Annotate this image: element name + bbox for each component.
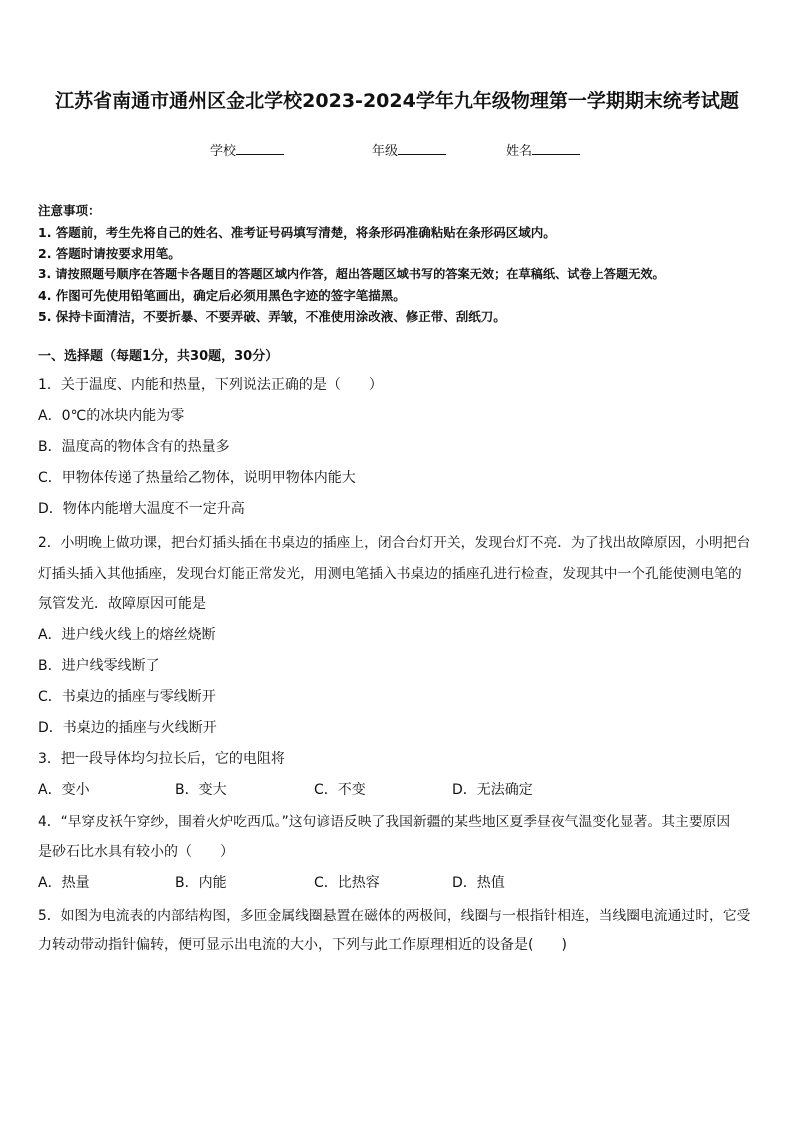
question-3-option-d: D．无法确定: [452, 782, 533, 798]
notice-item: 3. 请按照题号顺序在答题卡各题目的答题区域内作答，超出答题区域书写的答案无效；在草稿纸、试卷上答题无效。: [38, 267, 665, 281]
question-2-stem-line-3: 氖管发光．故障原因可能是: [38, 596, 206, 612]
grade-field: [372, 140, 446, 159]
question-3-options: [38, 779, 738, 799]
question-1-option-a: A．0℃的冰块内能为零: [38, 408, 185, 424]
question-3-option-a: A．变小: [38, 782, 90, 798]
question-3-stem: 3．把一段导体均匀拉长后，它的电阻将: [38, 751, 285, 767]
question-1-option-d: D．物体内能增大温度不一定升高: [38, 501, 245, 517]
question-2-option-c: C．书桌边的插座与零线断开: [38, 689, 216, 705]
notice-item: 1. 答题前，考生先将自己的姓名、准考证号码填写清楚，将条形码准确粘贴在条形码区域内。: [38, 225, 556, 240]
question-1-stem: 1．关于温度、内能和热量，下列说法正确的是（ ）: [38, 377, 383, 393]
question-3-option-c: C．不变: [314, 782, 366, 798]
notice-item: 5. 保持卡面清洁，不要折暴、不要弄破、弄皱，不准使用涂改液、修正带、刮纸刀。: [38, 309, 506, 324]
question-1-option-b: B．温度高的物体含有的热量多: [38, 439, 230, 455]
question-4-stem-line-1: 4．“早穿皮袄午穿纱，围着火炉吃西瓜。”这句谚语反映了我国新疆的某些地区夏季昼夜气温变化显著。其主要原因: [38, 814, 731, 830]
question-4-option-c: C．比热容: [314, 875, 380, 891]
section-heading: 一、选择题（每题1分，共30题，30分）: [38, 349, 279, 364]
name-blank: [532, 142, 580, 155]
question-4-stem-line-2: 是砂石比水具有较小的（ ）: [38, 844, 234, 860]
grade-blank: [398, 142, 446, 155]
question-5-stem-line-2: 力转动带动指针偏转，便可显示出电流的大小，下列与此工作原理相近的设备是( ): [38, 937, 567, 953]
question-1-option-c: C．甲物体传递了热量给乙物体，说明甲物体内能大: [38, 470, 356, 486]
notice-item: 4. 作图可先使用铅笔画出，确定后必须用黑色字迹的签字笔描黑。: [38, 288, 406, 303]
question-4-option-a: A．热量: [38, 875, 90, 891]
school-blank: [236, 142, 284, 155]
question-4-option-b: B．内能: [175, 875, 227, 891]
school-label: 学校: [210, 144, 237, 159]
notice-list: [38, 222, 768, 327]
question-2-option-d: D．书桌边的插座与火线断开: [38, 720, 217, 736]
notice-item: 2. 答题时请按要求用笔。: [38, 246, 181, 261]
question-2-option-b: B．进户线零线断了: [38, 658, 160, 674]
question-2-option-a: A．进户线火线上的熔丝烧断: [38, 627, 216, 643]
question-3-option-b: B．变大: [175, 782, 227, 798]
page-title: 江苏省南通市通州区金北学校2023-2024学年九年级物理第一学期期末统考试题: [55, 90, 739, 112]
question-4-options: [38, 872, 738, 892]
school-field: [210, 140, 284, 159]
question-2-stem-line-2: 灯插头插入其他插座，发现台灯能正常发光，用测电笔插入书桌边的插座孔进行检查，发现其中一个孔能使测电笔的: [38, 566, 742, 582]
name-label: 姓名: [506, 144, 533, 159]
grade-label: 年级: [372, 144, 399, 159]
question-5-stem-line-1: 5．如图为电流表的内部结构图，多匝金属线圈悬置在磁体的两极间，线圈与一根指针相连，当线圈电流通过时，它受: [38, 908, 751, 924]
question-4-option-d: D．热值: [452, 875, 505, 891]
notice-heading: 注意事项：: [38, 203, 101, 218]
name-field: [506, 140, 580, 159]
student-info-row: [0, 140, 794, 160]
question-2-stem-line-1: 2．小明晚上做功课，把台灯插头插在书桌边的插座上，闭合台灯开关，发现台灯不亮．为了找出故障原因，小明把台: [38, 535, 751, 551]
